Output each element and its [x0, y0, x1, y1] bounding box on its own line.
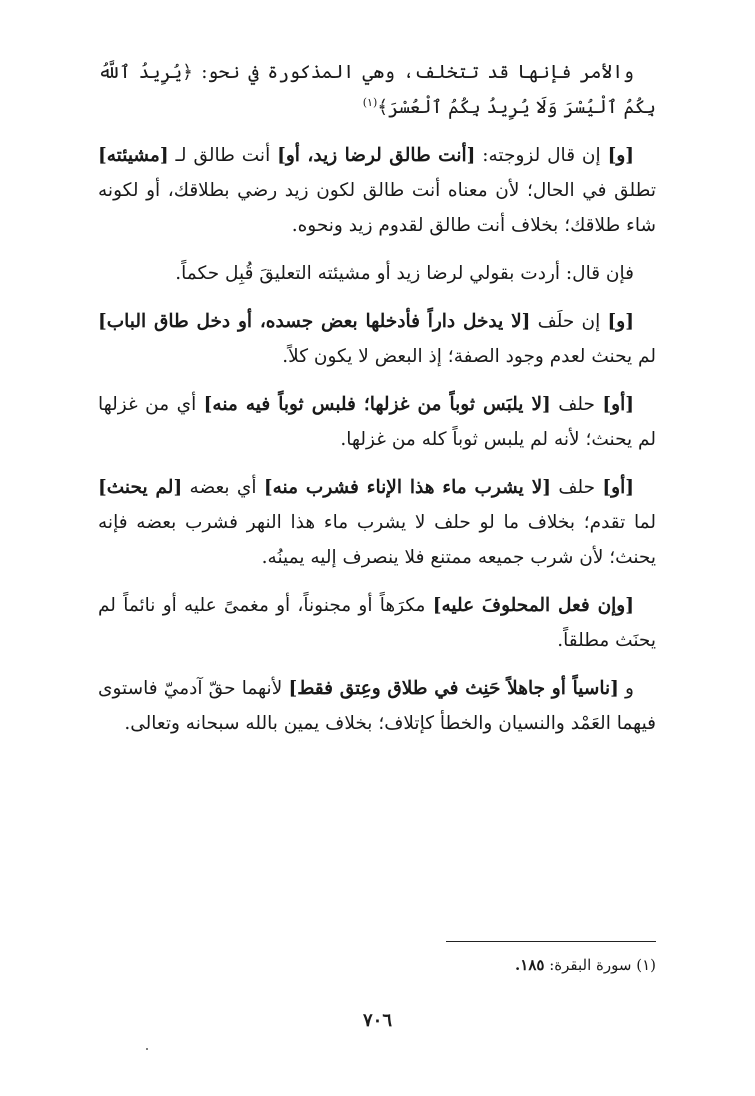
paragraph-5 [98, 387, 656, 457]
text: لم يحنث لعدم وجود الصفة؛ إذ البعض لا يكون كلاً. [282, 346, 656, 367]
paragraph-7 [98, 588, 656, 658]
paragraph-8 [98, 671, 656, 741]
bold-text: [لا يشرب ماء هذا الإناء فشرب منه] [263, 477, 551, 498]
text: أي بعضه [182, 477, 264, 498]
paragraph-3 [98, 256, 656, 291]
footnote-divider [446, 941, 656, 942]
text: حلف [550, 394, 603, 415]
text: لما تقدم؛ بخلاف ما لو حلف لا يشرب ماء هذا النهر فشرب بعضه فإنه يحنث؛ لأن شرب جميعه ممتنع فلا ينصرف إليه يمينُه. [98, 512, 656, 568]
footnote [98, 952, 656, 978]
text: والأمر فإنها قد تتخلف، وهي المذكورة في نحو: [193, 62, 634, 83]
text: مكرَهاً أو مجنوناً، أو مغمىً عليه أو نائماً لم يحنَث مطلقاً. [98, 595, 656, 651]
bold-text: [لا يلبَس ثوباً من غزلها؛ فلبس ثوباً فيه منه] [203, 394, 551, 415]
bold-text: [أنت طالق لرضا زيد، أو] [277, 145, 476, 166]
text: حلف [551, 477, 603, 498]
footnote-verse-number: ١٨٥. [515, 956, 545, 974]
paragraph-2 [98, 138, 656, 243]
quran-verse: ﴿يُرِيدُ ٱللَّهُ بِكُمُ ٱلْيُسْرَ وَلَا يُرِيدُ بِكُمُ ٱلْعُسْرَ﴾ [98, 62, 656, 118]
bold-text: [أو] [602, 394, 634, 415]
page-body [98, 55, 656, 754]
print-speck [146, 1048, 148, 1050]
paragraph-4 [98, 304, 656, 374]
text: أي من غزلها لم يحنث؛ لأنه لم يلبس ثوباً كله من غزلها. [98, 394, 656, 450]
bold-text: [وإن فعل المحلوفَ عليه] [432, 595, 634, 616]
page-number: ٧٠٦ [362, 1010, 392, 1031]
text: و [618, 678, 634, 699]
footnote-reference: (١) [362, 95, 378, 109]
footnote-marker: (١) [636, 956, 656, 974]
bold-text: [لم يحنث] [98, 477, 183, 498]
paragraph-1 [98, 55, 656, 125]
footnote-text: سورة البقرة: [544, 956, 637, 974]
text: إن قال لزوجته: [475, 145, 608, 166]
bold-text: [مشيئته] [98, 145, 169, 166]
text: تطلق في الحال؛ لأن معناه أنت طالق لكون زيد رضي بطلاقك، أو لكونه شاء طلاقك؛ بخلاف أنت طالق لقدوم زيد ونحوه. [98, 180, 656, 236]
bold-text: [و] [607, 311, 634, 332]
text: أنت طالق لـ [168, 145, 278, 166]
paragraph-6 [98, 470, 656, 575]
bold-text: [ناسياً أو جاهلاً حَنِث في طلاق وعِتق فقط] [288, 678, 619, 699]
bold-text: [لا يدخل داراً فأدخلها بعض جسده، أو دخل طاق الباب] [98, 311, 531, 332]
text: فإن قال: أردت بقولي لرضا زيد أو مشيئته التعليقَ قُبِل حكماً. [175, 263, 634, 284]
text: إن حلَف [530, 311, 608, 332]
bold-text: [و] [607, 145, 635, 166]
bold-text: [أو] [602, 477, 634, 498]
text: لأنهما حقّ آدميّ فاستوى فيهما العَمْد والنسيان والخطأ كإتلاف؛ بخلاف يمين بالله سبحانه وتعالى. [98, 678, 656, 734]
